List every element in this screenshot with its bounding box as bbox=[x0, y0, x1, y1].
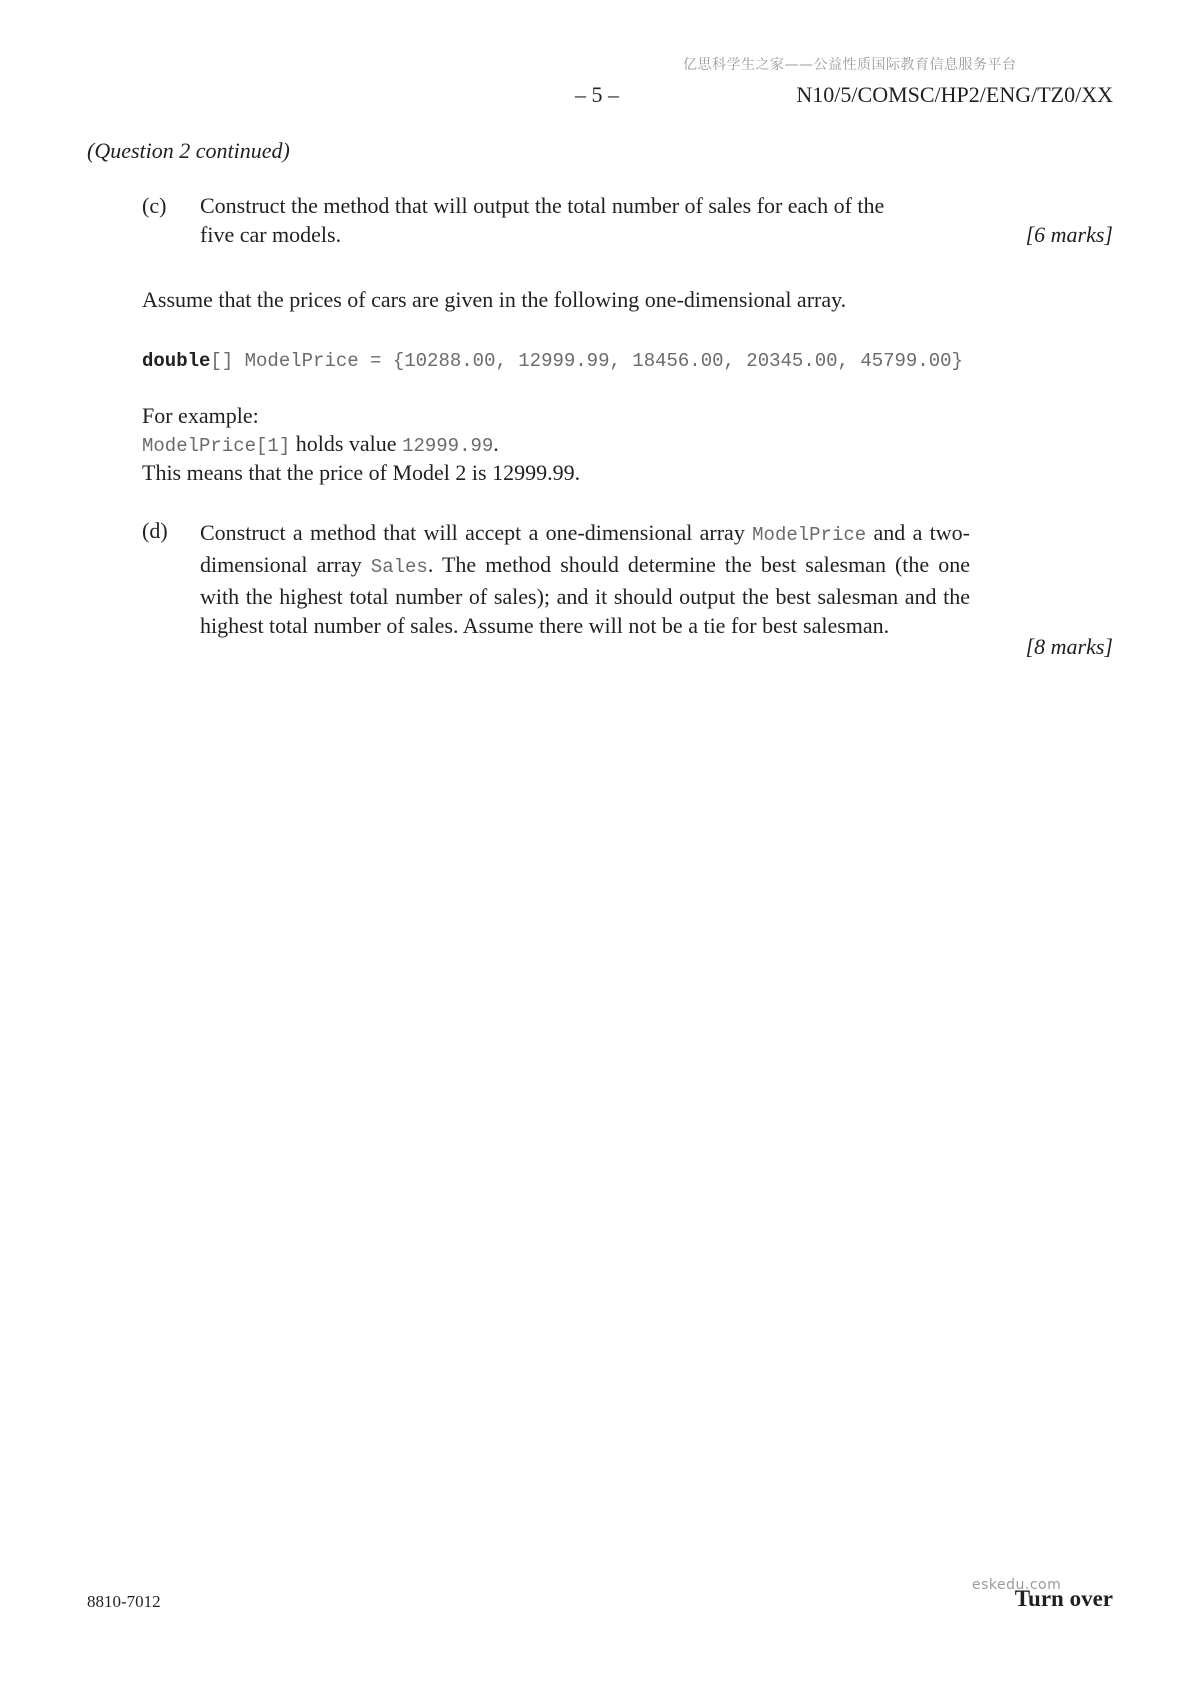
part-d-code-modelprice: ModelPrice bbox=[752, 524, 867, 546]
part-d-marks: [8 marks] bbox=[1025, 634, 1113, 659]
model-price-code bbox=[142, 350, 963, 372]
example-line2 bbox=[142, 431, 499, 457]
part-d-text-2: and a two-dimensional array bbox=[200, 520, 970, 577]
part-c-line2: five car models. bbox=[200, 222, 342, 247]
example-text-holds: holds value bbox=[290, 431, 403, 456]
header-watermark: 亿思科学生之家——公益性质国际教育信息服务平台 bbox=[683, 57, 1017, 73]
footer-paper-number: 8810-7012 bbox=[87, 1592, 161, 1611]
code-keyword: double bbox=[142, 350, 211, 372]
paper-code: N10/5/COMSC/HP2/ENG/TZ0/XX bbox=[796, 82, 1113, 107]
assume-paragraph: Assume that the prices of cars are given in the following one-dimensional array. bbox=[142, 287, 847, 312]
turn-over-label: Turn over bbox=[1014, 1586, 1113, 1611]
question-continued-label: (Question 2 continued) bbox=[87, 138, 290, 163]
part-d-label: (d) bbox=[142, 518, 168, 543]
part-c-marks: [6 marks] bbox=[1025, 222, 1113, 247]
code-rest: [] ModelPrice = {10288.00, 12999.99, 18456.00, 20345.00, 45799.00} bbox=[210, 350, 963, 372]
part-d-code-sales: Sales bbox=[370, 556, 428, 578]
example-heading: For example: bbox=[142, 403, 259, 428]
part-c-label: (c) bbox=[142, 193, 167, 218]
example-code-value: 12999.99 bbox=[402, 435, 494, 457]
part-d-text-3: . The method should determine the best salesman (the one with the highest total number of sales); and it should output the best salesman and the highest total number of sales. Assume there will not be a tie for best salesman. bbox=[200, 552, 970, 638]
part-d-text-1: Construct a method that will accept a one-dimensional array bbox=[200, 520, 753, 545]
part-c-line1: Construct the method that will output the total number of sales for each of the bbox=[200, 193, 885, 218]
example-code-modelprice: ModelPrice[1] bbox=[142, 435, 291, 457]
part-d-text bbox=[200, 518, 970, 640]
footer-watermark: eskedu.com bbox=[972, 1577, 1062, 1593]
example-line3: This means that the price of Model 2 is 12999.99. bbox=[142, 460, 581, 485]
page-number: – 5 – bbox=[575, 82, 619, 107]
example-text-period: . bbox=[493, 431, 499, 456]
